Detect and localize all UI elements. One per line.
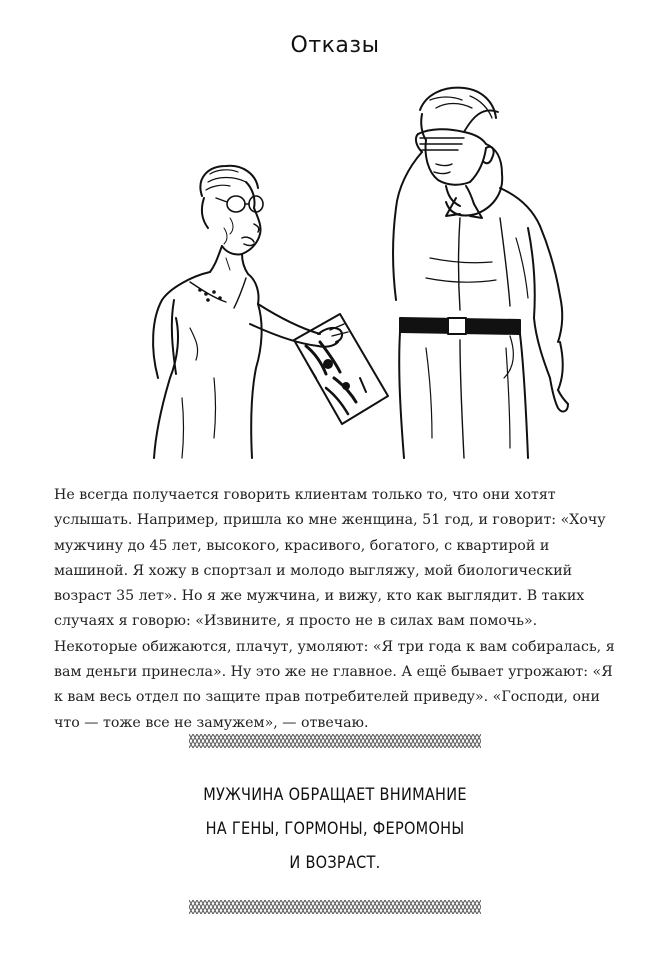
- man-figure: [393, 88, 568, 458]
- pull-quote-line-3: И ВОЗРАСТ.: [289, 853, 381, 872]
- pull-quote: [40, 778, 630, 880]
- pull-quote-line-1: МУЖЧИНА ОБРАЩАЕТ ВНИМАНИЕ: [203, 785, 467, 804]
- page-title: Отказы: [290, 32, 380, 58]
- decorative-divider-bottom: [189, 900, 481, 914]
- article-body: [54, 483, 624, 736]
- woman-figure: [153, 166, 348, 458]
- pull-quote-line-2: НА ГЕНЫ, ГОРМОНЫ, ФЕРОМОНЫ: [205, 819, 465, 838]
- illustration-woman-man-photo-icon: [130, 78, 570, 463]
- illustration: [130, 78, 570, 463]
- decorative-divider-top: [189, 734, 481, 748]
- article-paragraph: Не всегда получается говорить клиентам только то, что они хотят услышать. Например, пришла ко мне женщина, 51 год, и говорит: «Хочу мужчину до 45 лет, высокого, красивого, богатого, с квартирой и машиной. Я хожу в спортзал и молодо выгляжу, мой биологический возраст 35 лет». Но я же мужчина, и вижу, кто как выглядит. В таких случаях я говорю: «Извините, я просто не в силах вам помочь». Некоторые обижаются, плачут, умоляют: «Я три года к вам собиралась, я вам деньги принесла». Ну это же не главное. А ещё бывает угрожают: «Я к вам весь отдел по защите прав потребителей приведу». «Господи, они что — тоже все не замужем», — отвечаю.: [54, 487, 615, 731]
